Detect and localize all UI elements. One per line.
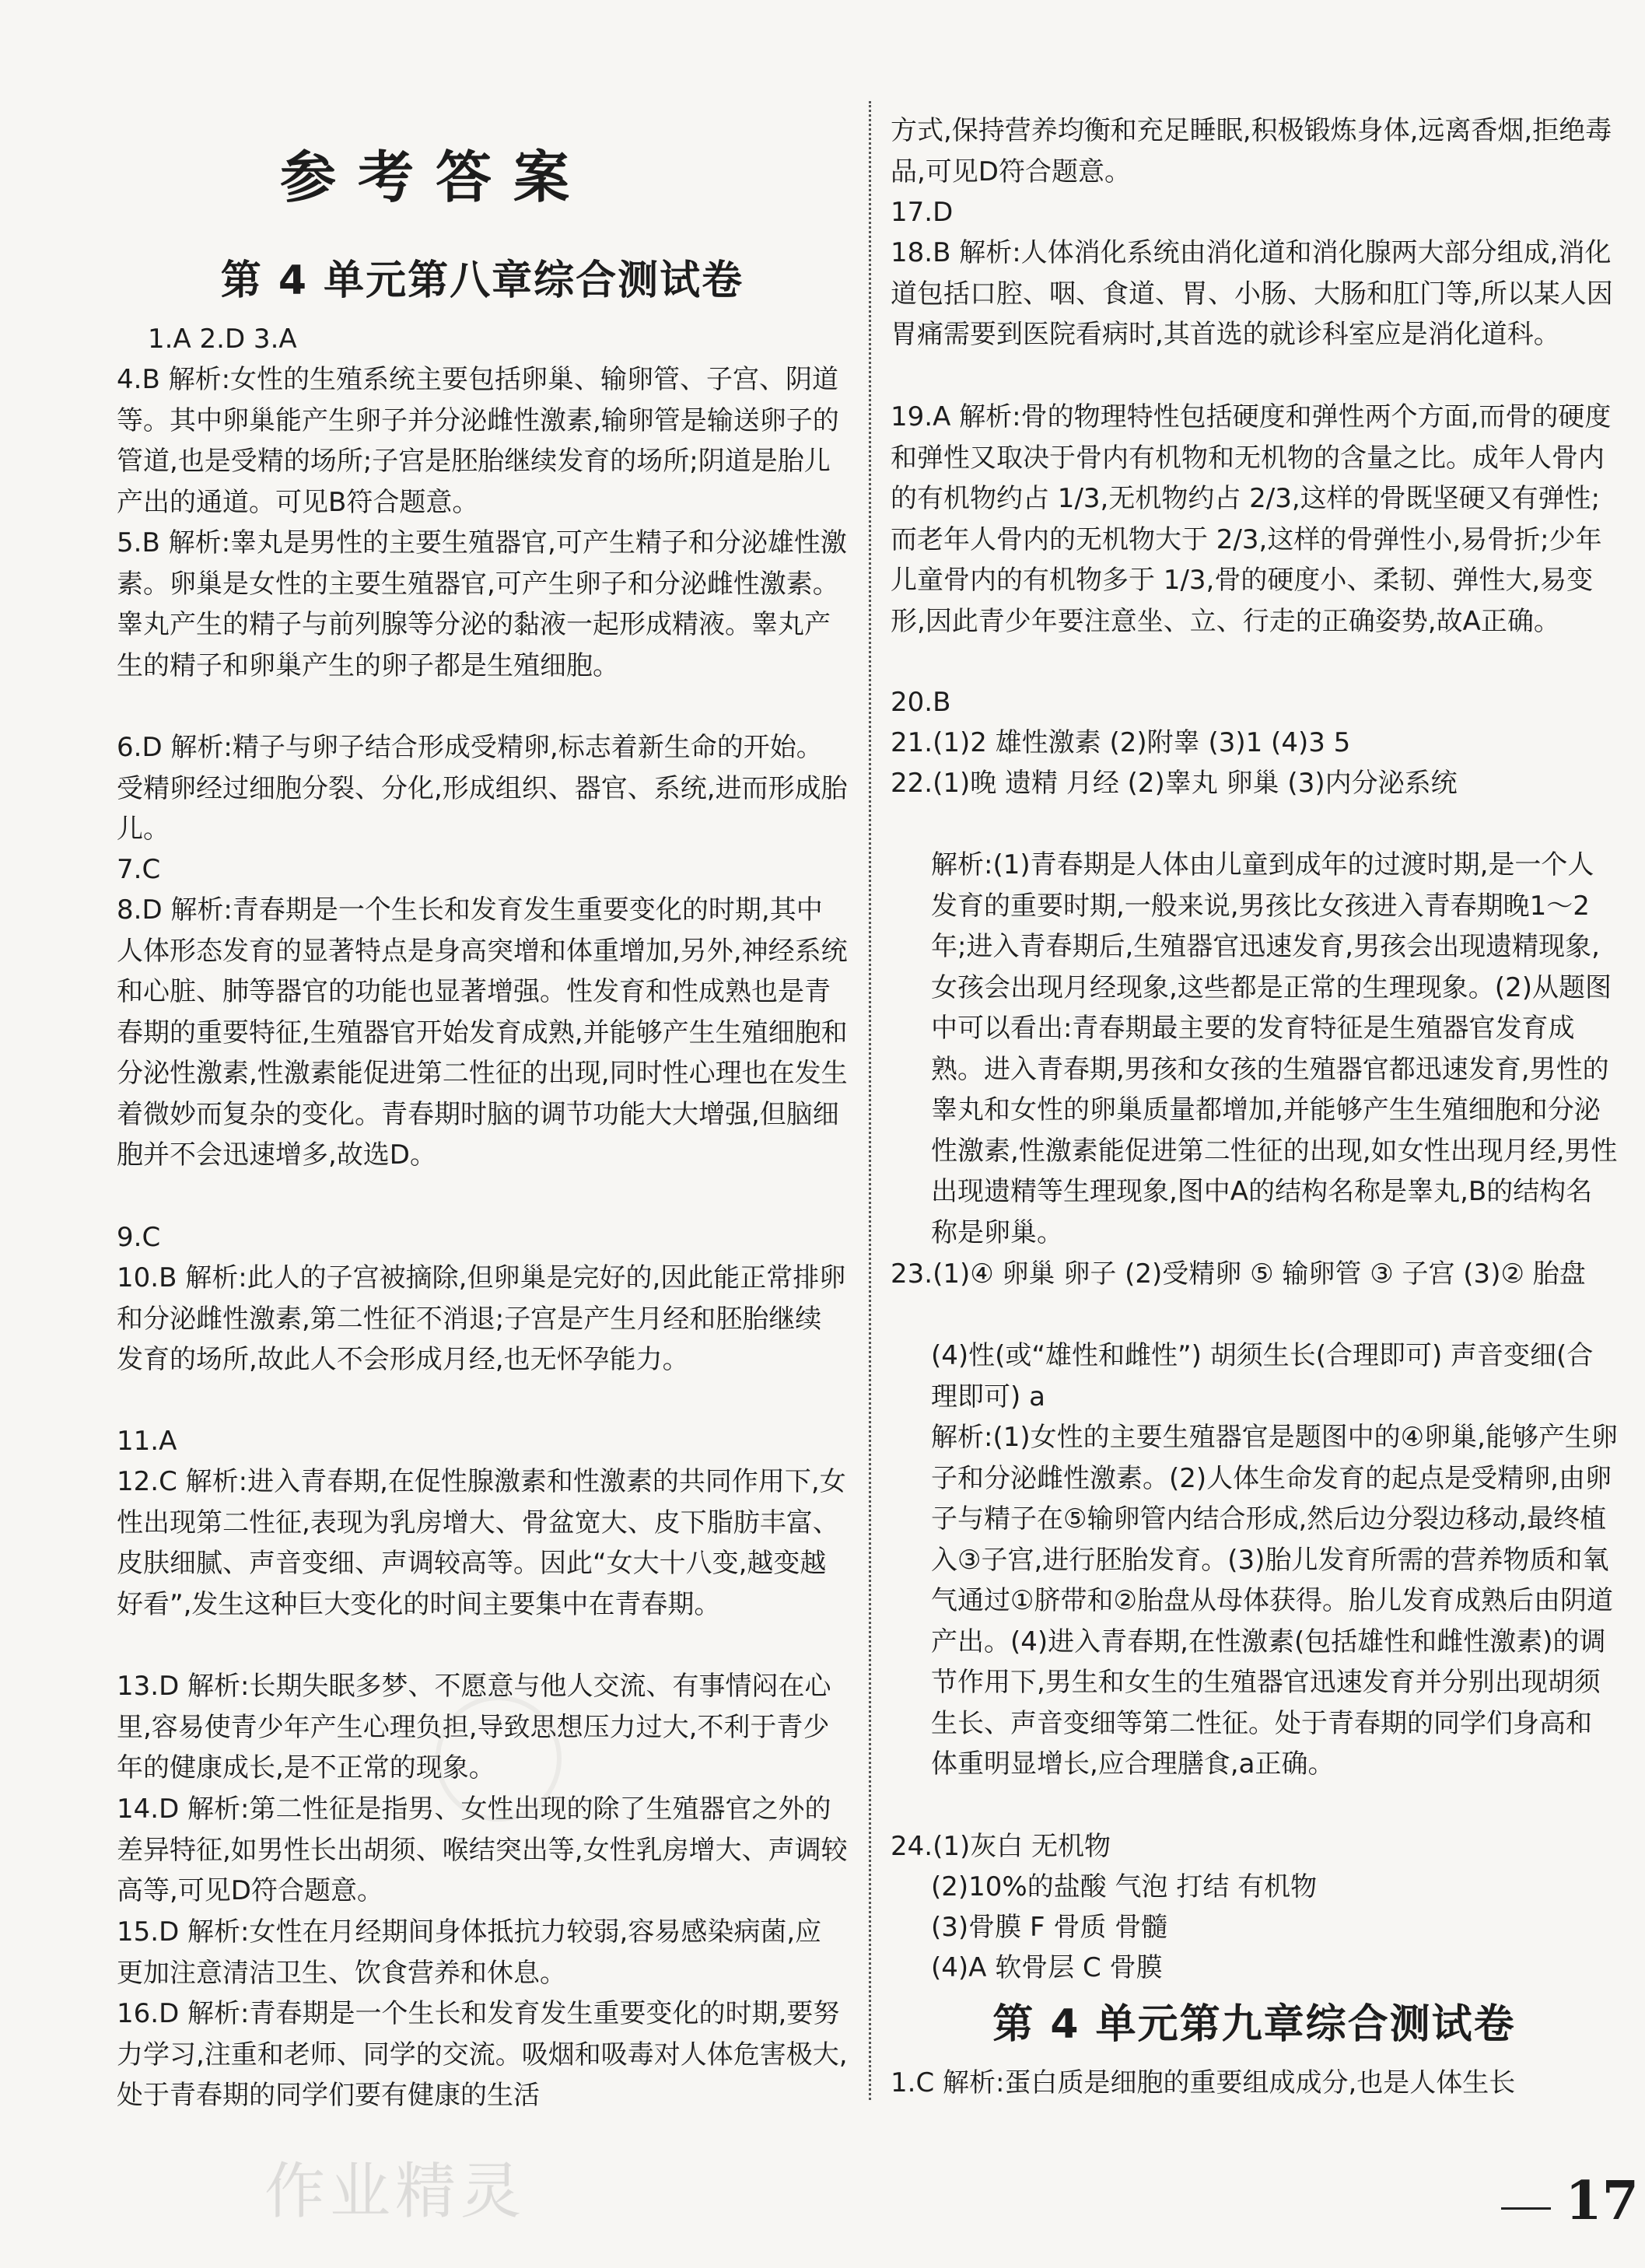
answer-text: (4)A 软骨层 C 骨膜 bbox=[931, 1952, 1163, 1983]
answer-item bbox=[891, 763, 1618, 804]
answer-text: 17.D bbox=[891, 197, 954, 228]
answer-item bbox=[891, 723, 1618, 764]
answer-text: 解析:(1)青春期是人体由儿童到成年的过渡时期,是一个人发育的重要时期,一般来说,男孩比女孩进入青春期晚1～2年;进入青春期后,生殖器官迅速发育,男孩会出现遗精现象,女孩会出现月经现象,这些都是正常的生理现象。(2)从题图中可以看出:青春期最主要的发育特征是生殖器官发育成熟。进入青春期,男孩和女孩的生殖器官都迅速发育,男性的睾丸和女性的卵巢质量都增加,并能够产生生殖细胞和分泌性激素,性激素能促进第二性征的出现,如女性出现月经,男性出现遗精等生理现象,图中A的结构名称是睾丸,B的结构名称是卵巢。 bbox=[931, 849, 1618, 1248]
answer-item bbox=[891, 110, 1618, 192]
column-divider bbox=[869, 101, 871, 2100]
answer-item bbox=[117, 1993, 848, 2116]
answer-item bbox=[891, 1254, 1618, 1295]
answer-item bbox=[117, 1912, 848, 1993]
answer-text: (3)骨膜 F 骨质 骨髓 bbox=[931, 1912, 1168, 1943]
answer-item bbox=[117, 1421, 848, 1462]
answer-text: 1.A 2.D 3.A bbox=[148, 324, 297, 355]
answer-text: 14.D 解析:第二性征是指男、女性出现的除了生殖器官之外的差异特征,如男性长出胡须、喉结突出等,女性乳房增大、声调较高等,可见D符合题意。 bbox=[117, 1794, 848, 1906]
answer-text: (4)性(或“雄性和雌性”) 胡须生长(合理即可) 声音变细(合理即可) a bbox=[931, 1340, 1594, 1412]
watermark-logo bbox=[436, 1696, 562, 1822]
answer-text: 方式,保持营养均衡和充足睡眠,积极锻炼身体,远离香烟,拒绝毒品,可见D符合题意。 bbox=[891, 115, 1612, 187]
answer-text: 20.B bbox=[891, 687, 951, 718]
answer-item bbox=[891, 192, 1618, 233]
answer-text: (2)10%的盐酸 气泡 打结 有机物 bbox=[931, 1871, 1318, 1902]
answer-item bbox=[891, 682, 1618, 723]
section-title-ch8: 第 4 单元第八章综合测试卷 bbox=[220, 257, 744, 304]
answer-item bbox=[891, 2063, 1618, 2104]
answer-item bbox=[931, 1907, 1618, 1948]
answer-item bbox=[891, 1826, 1618, 1867]
answer-text: 18.B 解析:人体消化系统由消化道和消化腺两大部分组成,消化道包括口腔、咽、食道、胃、小肠、大肠和肛门等,所以某人因胃痛需要到医院看病时,其首选的就诊科室应是消化道科。 bbox=[891, 237, 1613, 350]
answer-item bbox=[117, 849, 848, 891]
answer-item bbox=[931, 845, 1618, 1253]
answer-text: 22.(1)晚 遗精 月经 (2)睾丸 卵巢 (3)内分泌系统 bbox=[891, 768, 1458, 799]
answer-text: 解析:(1)女性的主要生殖器官是题图中的④卵巢,能够产生卵子和分泌雌性激素。(2)人体生命发育的起点是受精卵,由卵子与精子在⑤输卵管内结合形成,然后边分裂边移动,最终植入③子宫,进行胚胎发育。(3)胎儿发育所需的营养物质和氧气通过①脐带和②胎盘从母体获得。胎儿发育成熟后由阴道产出。(4)进入青春期,在性激素(包括雄性和雌性激素)的调节作用下,男生和女生的生殖器官迅速发育并分别出现胡须生长、声音变细等第二性征。处于青春期的同学们身高和体重明显增长,应合理膳食,a正确。 bbox=[931, 1422, 1618, 1780]
answer-text: 6.D 解析:精子与卵子结合形成受精卵,标志着新生命的开始。受精卵经过细胞分裂、分化,形成组织、器官、系统,进而形成胎儿。 bbox=[117, 732, 848, 845]
answer-item bbox=[931, 1335, 1618, 1417]
answer-item bbox=[891, 397, 1618, 642]
answer-item bbox=[117, 727, 848, 850]
answer-text: 1.C 解析:蛋白质是细胞的重要组成成分,也是人体生长 bbox=[891, 2067, 1516, 2098]
answer-text: 11.A bbox=[117, 1426, 177, 1457]
section-title-ch9: 第 4 单元第九章综合测试卷 bbox=[992, 2001, 1516, 2048]
answer-item bbox=[931, 1867, 1618, 1908]
answer-text: 10.B 解析:此人的子宫被摘除,但卵巢是完好的,因此能正常排卵和分泌雌性激素,第二性征不消退;子宫是产生月经和胚胎继续发育的场所,故此人不会形成月经,也无怀孕能力。 bbox=[117, 1262, 846, 1375]
answer-text: 7.C bbox=[117, 854, 161, 885]
answer-item bbox=[931, 1948, 1618, 1989]
answer-text: 9.C bbox=[117, 1222, 161, 1253]
answer-text: 8.D 解析:青春期是一个生长和发育发生重要变化的时期,其中人体形态发育的显著特点是身高突增和体重增加,另外,神经系统和心脏、肺等器官的功能也显著增强。性发育和性成熟也是青春期的重要特征,生殖器官开始发育成熟,并能够产生生殖细胞和分泌性激素,性激素能促进第二性征的出现,同时性心理也在发生着微妙而复杂的变化。青春期时脑的调节功能大大增强,但脑细胞并不会迅速增多,故选D。 bbox=[117, 894, 848, 1171]
answer-item bbox=[117, 890, 848, 1176]
answer-item bbox=[117, 359, 848, 523]
answer-item bbox=[117, 523, 848, 686]
answer-item bbox=[931, 1417, 1618, 1785]
watermark: 作业精灵 bbox=[264, 2157, 527, 2227]
answer-text: 12.C 解析:进入青春期,在促性腺激素和性激素的共同作用下,女性出现第二性征,表现为乳房增大、骨盆宽大、皮下脂肪丰富、皮肤细腻、声音变细、声调较高等。因此“女大十八变,越变越好看”,发生这种巨大变化的时间主要集中在青春期。 bbox=[117, 1466, 846, 1620]
answer-text: 15.D 解析:女性在月经期间身体抵抗力较弱,容易感染病菌,应更加注意清洁卫生、饮食营养和休息。 bbox=[117, 1916, 822, 1989]
answer-item bbox=[148, 319, 848, 360]
answer-item bbox=[891, 233, 1618, 355]
answer-text: 5.B 解析:睾丸是男性的主要生殖器官,可产生精子和分泌雄性激素。卵巢是女性的主要生殖器官,可产生卵子和分泌雌性激素。睾丸产生的精子与前列腺等分泌的黏液一起形成精液。睾丸产生的精子和卵巢产生的卵子都是生殖细胞。 bbox=[117, 527, 847, 681]
page-title: 参考答案 bbox=[279, 144, 591, 210]
answer-item bbox=[117, 1258, 848, 1381]
answer-item bbox=[117, 1217, 848, 1258]
answer-text: 4.B 解析:女性的生殖系统主要包括卵巢、输卵管、子宫、阴道等。其中卵巢能产生卵子并分泌雌性激素,输卵管是输送卵子的管道,也是受精的场所;子宫是胚胎继续发育的场所;阴道是胎儿产出的通道。可见B符合题意。 bbox=[117, 364, 839, 518]
answer-text: 19.A 解析:骨的物理特性包括硬度和弹性两个方面,而骨的硬度和弹性又取决于骨内有机物和无机物的含量之比。成年人骨内的有机物约占 1/3,无机物约占 2/3,这样的骨既坚硬又有弹性;而老年人骨内的无机物大于 2/3,这样的骨弹性小,易骨折;少年儿童骨内的有机物多于 1/3,骨的硬度小、柔韧、弹性大,易变形,因此青少年要注意坐、立、行走的正确姿势,故A正确。 bbox=[891, 401, 1612, 637]
answer-text: 23.(1)④ 卵巢 卵子 (2)受精卵 ⑤ 输卵管 ③ 子宫 (3)② 胎盘 bbox=[891, 1258, 1586, 1290]
answer-item bbox=[117, 1461, 848, 1625]
page-number: 17 bbox=[1565, 2170, 1639, 2232]
page-number-dash bbox=[1501, 2207, 1551, 2210]
answer-text: 21.(1)2 雄性激素 (2)附睾 (3)1 (4)3 5 bbox=[891, 727, 1351, 758]
answer-text: 16.D 解析:青春期是一个生长和发育发生重要变化的时期,要努力学习,注重和老师、同学的交流。吸烟和吸毒对人体危害极大,处于青春期的同学们要有健康的生活 bbox=[117, 1998, 848, 2111]
answer-text: 13.D 解析:长期失眠多梦、不愿意与他人交流、有事情闷在心里,容易使青少年产生心理负担,导致思想压力过大,不利于青少年的健康成长,是不正常的现象。 bbox=[117, 1671, 831, 1783]
answer-text: 24.(1)灰白 无机物 bbox=[891, 1831, 1111, 1862]
